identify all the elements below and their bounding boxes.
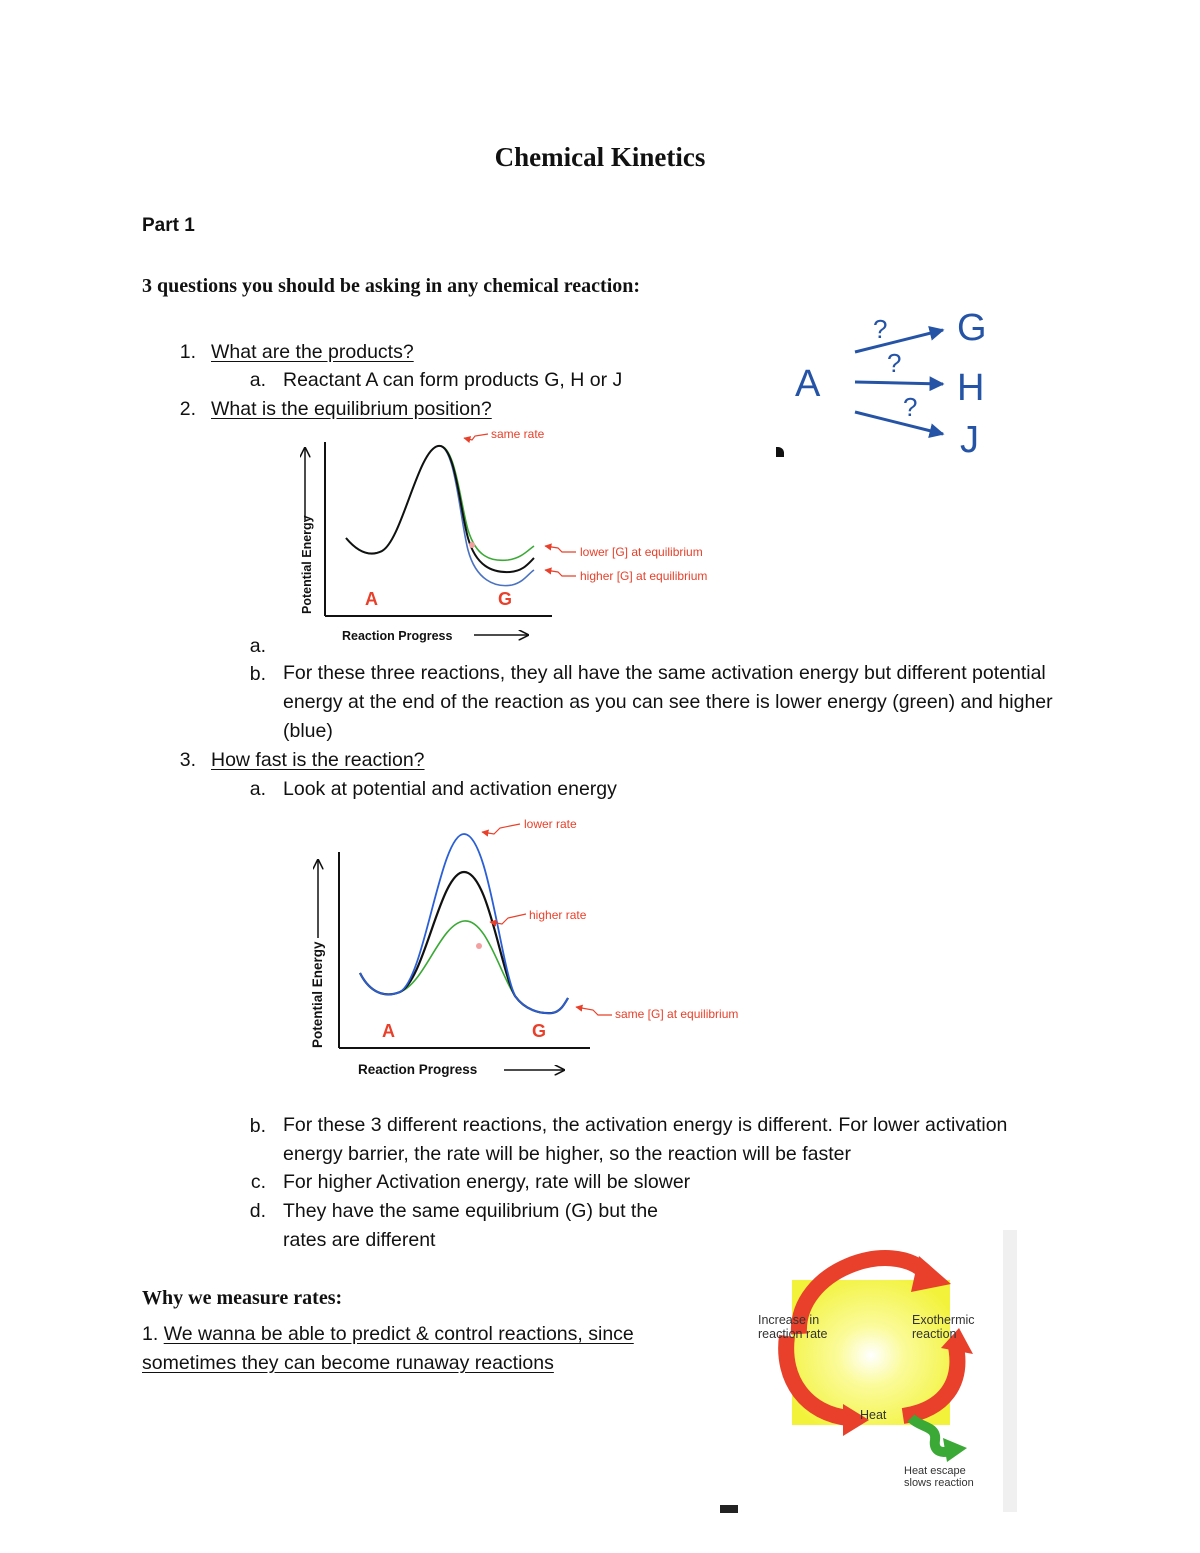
blue-curve (346, 446, 534, 586)
product-j-label: J (960, 419, 979, 461)
cycle-label-reaction: reaction (912, 1327, 957, 1341)
heat-escape-arrowhead (943, 1438, 967, 1462)
annotation-lower-rate: lower rate (524, 817, 577, 831)
question-1: What are the products? (211, 341, 414, 363)
q3-answer-c: For higher Activation energy, rate will be slower (283, 1171, 691, 1193)
label-g: G (532, 1021, 547, 1041)
cursor-mark (776, 447, 784, 457)
q3-answer-d-line2: rates are different (283, 1229, 436, 1251)
question-3: How fast is the reaction? (211, 749, 425, 771)
q1-answer-a: Reactant A can form products G, H or J (283, 369, 623, 391)
q3-answer-a: Look at potential and activation energy (283, 778, 617, 800)
list-letter: a. (249, 369, 266, 391)
annotation-same-rate: same rate (491, 427, 545, 441)
list-letter: b. (249, 663, 266, 685)
label-g: G (498, 589, 513, 609)
annotation-arrow (464, 434, 488, 440)
page-title: Chemical Kinetics (494, 142, 706, 172)
reactant-label: A (795, 363, 821, 405)
x-axis-label: Reaction Progress (342, 629, 453, 643)
y-axis-label: Potential Energy (300, 515, 314, 614)
questions-heading: 3 questions you should be asking in any chemical reaction: (142, 275, 641, 297)
annotation-lower-g: lower [G] at equilibrium (580, 545, 703, 559)
list-number: 2. (179, 398, 196, 420)
rate-graph (300, 808, 770, 1083)
why-number: 1. (142, 1323, 159, 1345)
list-letter: a. (249, 635, 266, 657)
equilibrium-graph (290, 420, 730, 650)
annotation-arrow (545, 570, 576, 576)
cycle-label-heat: Heat (860, 1408, 887, 1422)
list-letter: c. (250, 1171, 266, 1193)
arrow-to-j (855, 412, 943, 434)
label-a: A (365, 589, 378, 609)
q3-answer-d-line1: They have the same equilibrium (G) but the (283, 1200, 659, 1222)
annotation-higher-rate: higher rate (529, 908, 587, 922)
question-mark: ? (903, 392, 918, 422)
question-mark: ? (873, 314, 888, 344)
question-mark: ? (887, 348, 902, 378)
escape-label-2: slows reaction (904, 1477, 974, 1489)
annotation-arrow (545, 546, 576, 552)
product-g-label: G (957, 307, 987, 349)
escape-label-1: Heat escape (904, 1465, 966, 1477)
q3-answer-b: For these 3 different reactions, the activation energy is different. For lower activation energy barrier, the rate will be higher, so the reaction will be faster (283, 1114, 1008, 1165)
cycle-label-increase: Increase in (758, 1313, 820, 1327)
annotation-higher-g: higher [G] at equilibrium (580, 569, 708, 583)
annotation-arrow (576, 1007, 612, 1015)
arrow-to-h (855, 382, 943, 384)
list-letter: a. (249, 778, 266, 800)
blue-curve (360, 834, 568, 1013)
scan-artifact (720, 1505, 738, 1513)
cycle-label-exothermic: Exothermic (912, 1313, 975, 1327)
label-a: A (382, 1021, 395, 1041)
x-axis-label: Reaction Progress (358, 1062, 478, 1077)
list-letter: d. (249, 1200, 266, 1222)
q2-answer-b: For these three reactions, they all have the same activation energy but different potential energy at the end of the reaction as you can see there is lower energy (green) and higher (blue) (283, 662, 1053, 742)
list-number: 3. (179, 749, 196, 771)
black-curve (360, 872, 568, 1013)
marker-dot (476, 943, 482, 949)
green-curve (346, 446, 534, 561)
list-letter: b. (249, 1115, 266, 1137)
y-axis-label: Potential Energy (310, 941, 325, 1048)
part-heading: Part 1 (142, 215, 195, 236)
black-curve (346, 446, 534, 572)
cycle-label-rate: reaction rate (758, 1327, 828, 1341)
products-diagram (760, 300, 1010, 470)
question-2: What is the equilibrium position? (211, 398, 492, 420)
green-curve (360, 921, 568, 1013)
marker-dot (469, 542, 475, 548)
why-reason-1 (142, 1320, 722, 1378)
why-text-line1: We wanna be able to predict & control reactions, since (163, 1323, 634, 1345)
runaway-cycle-figure (745, 1230, 1017, 1512)
annotation-same-g: same [G] at equilibrium (615, 1007, 739, 1021)
list-number: 1. (179, 341, 196, 363)
why-heading: Why we measure rates: (142, 1287, 343, 1309)
why-text-line2: sometimes they can become runaway reactions (142, 1352, 554, 1374)
page-edge (1003, 1230, 1017, 1512)
product-h-label: H (957, 367, 985, 409)
annotation-arrow (482, 824, 520, 834)
